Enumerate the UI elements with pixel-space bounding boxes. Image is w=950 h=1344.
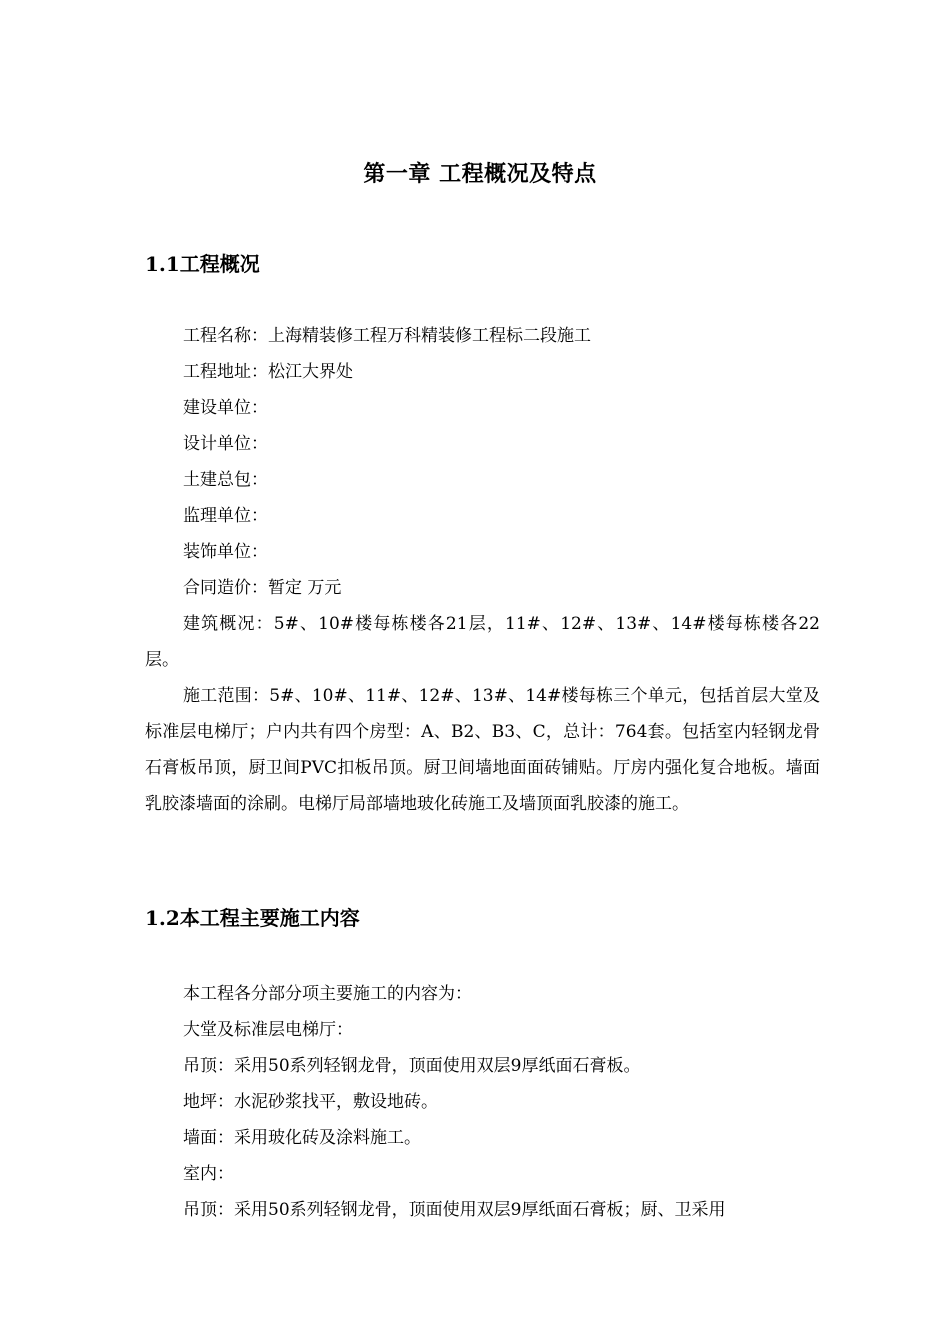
- construction-unit-line: 建设单位：: [183, 398, 268, 418]
- section-heading-main-content: 1.2本工程主要施工内容: [145, 906, 360, 930]
- contract-price-line: 合同造价：暂定 万元: [183, 578, 342, 598]
- lobby-elevator-hall-line: 大堂及标准层电梯厅：: [183, 1020, 353, 1040]
- supervision-unit-line: 监理单位：: [183, 506, 268, 526]
- section-heading-overview: 1.1工程概况: [145, 252, 260, 276]
- main-content-body: [145, 976, 820, 1228]
- project-overview-body: [145, 318, 820, 822]
- construction-scope-paragraph: 施工范围：5#、10#、11#、12#、13#、14#楼每栋三个单元，包括首层大堂及标准层电梯厅；户内共有四个房型：A、B2、B3、C，总计：764套。包括室内轻钢龙骨石膏板吊顶，厨卫间PVC扣板吊顶。厨卫间墙地面面砖铺贴。厅房内强化复合地板。墙面乳胶漆墙面的涂刷。电梯厅局部墙地玻化砖施工及墙顶面乳胶漆的施工。: [145, 686, 820, 814]
- general-contractor-line: 土建总包：: [183, 470, 268, 490]
- content-intro-line: 本工程各分部分项主要施工的内容为：: [183, 984, 472, 1004]
- decoration-unit-line: 装饰单位：: [183, 542, 268, 562]
- indoor-line: 室内：: [183, 1164, 234, 1184]
- lobby-floor-line: 地坪：水泥砂浆找平，敷设地砖。: [183, 1092, 438, 1112]
- lobby-wall-line: 墙面：采用玻化砖及涂料施工。: [183, 1128, 421, 1148]
- lobby-ceiling-line: 吊顶：采用50系列轻钢龙骨，顶面使用双层9厚纸面石膏板。: [183, 1056, 641, 1076]
- building-overview-paragraph: 建筑概况：5#、10#楼每栋楼各21层，11#、12#、13#、14#楼每栋楼各22层。: [145, 614, 820, 670]
- project-name-line: 工程名称：上海精装修工程万科精装修工程标二段施工: [183, 326, 591, 346]
- project-address-line: 工程地址：松江大界处: [183, 362, 353, 382]
- design-unit-line: 设计单位：: [183, 434, 268, 454]
- chapter-title: 第一章 工程概况及特点: [363, 161, 597, 187]
- indoor-ceiling-line: 吊顶：采用50系列轻钢龙骨，顶面使用双层9厚纸面石膏板；厨、卫采用: [183, 1200, 726, 1220]
